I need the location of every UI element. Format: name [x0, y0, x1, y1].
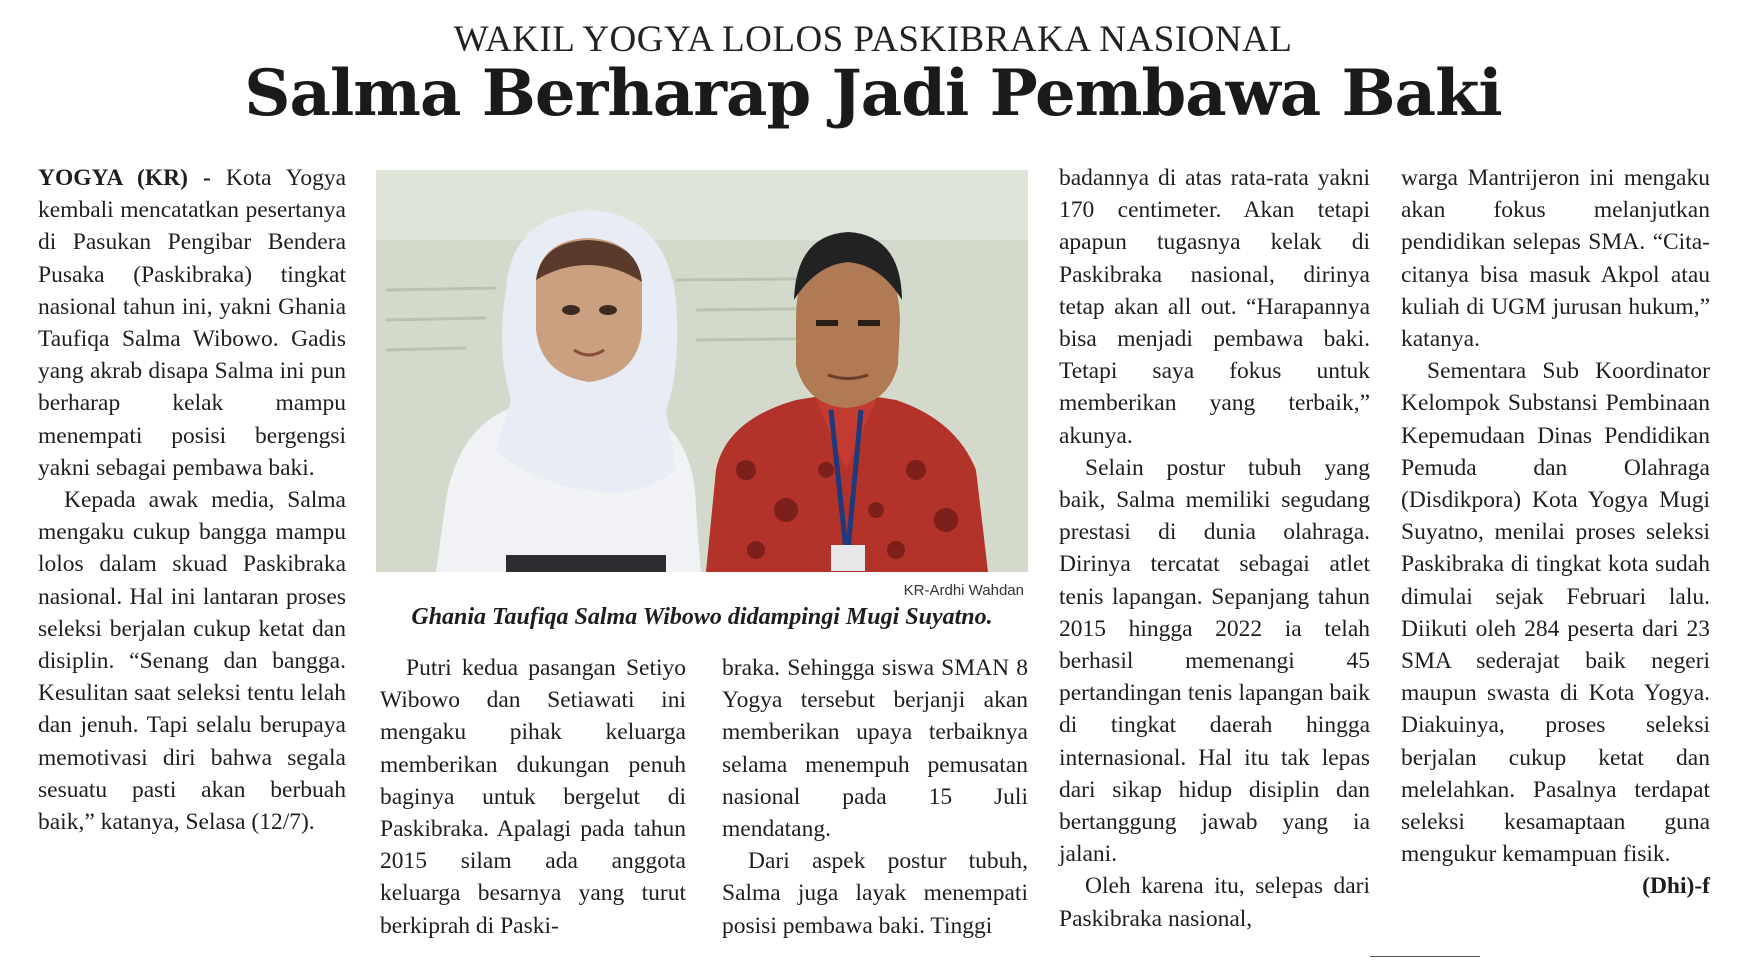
article-headline: Salma Berharap Jadi Pembawa Baki: [244, 56, 1502, 131]
body-column-3: [722, 652, 1028, 942]
paragraph: Selain postur tubuh yang baik, Salma memiliki segudang prestasi di dunia olahraga. Dirinya tercatat sebagai atlet tenis lapangan. Sepanjang tahun 2015 hingga 2022 ia telah berhasil memenangi 45 pertandingan tenis lapangan baik di tingkat daerah hingga internasional. Hal itu tak lepas dari sikap hidup disiplin dan bertanggung jawab yang ia jalani.: [1059, 454, 1370, 868]
dateline: YOGYA (KR) -: [38, 165, 211, 191]
photo-caption: Ghania Taufiqa Salma Wibowo didampingi Mugi Suyatno.: [411, 604, 993, 630]
body-column-5: [1401, 162, 1710, 903]
byline: (Dhi)-f: [1642, 873, 1710, 900]
photo-credit: KR-Ardhi Wahdan: [903, 582, 1024, 599]
body-column-1: [38, 162, 346, 838]
paragraph-text: Kota Yogya kembali mencatatkan pesertanya di Pasukan Pengibar Bendera Pusaka (Paskibraka) tingkat nasional tahun ini, yakni Ghania Taufiqa Salma Wibowo. Gadis yang akrab disapa Salma ini pun berharap kelak mampu menempati posisi bergengsi yakni sebagai pembawa baki.: [38, 165, 347, 481]
paragraph: Dari aspek postur tubuh, Salma juga layak menempati posisi pembawa baki. Tinggi: [722, 848, 1028, 939]
paragraph: warga Mantrijeron ini mengaku akan fokus melanjutkan pendidikan selepas SMA. “Cita-citanya bisa masuk Akpol atau kuliah di UGM jurusan hukum,” katanya.: [1401, 165, 1710, 353]
column-end-rule: [1370, 956, 1480, 957]
paragraph: Putri kedua pasangan Setiyo Wibowo dan Setiawati ini mengaku pihak keluarga memberikan dukungan penuh baginya untuk bergelut di Paskibraka. Apalagi pada tahun 2015 silam ada anggota keluarga besarnya yang turut berkiprah di Paski-: [380, 655, 686, 939]
body-column-2: [380, 652, 686, 942]
paragraph: braka. Sehingga siswa SMAN 8 Yogya tersebut berjanji akan memberikan upaya terbaiknya selama menempuh pemusatan nasional pada 15 Juli mendatang.: [722, 655, 1028, 843]
news-photo: [376, 170, 1028, 572]
paragraph: Sementara Sub Koordinator Kelompok Substansi Pembinaan Kepemudaan Dinas Pendidikan Pemuda dan Olahraga (Disdikpora) Kota Yogya Mugi Suyatno, menilai proses seleksi Paskibraka di tingkat kota sudah dimulai sejak Februari lalu. Diikuti oleh 284 peserta dari 23 SMA sederajat baik negeri maupun swasta di Kota Yogya. Diakuinya, proses seleksi berjalan cukup ketat dan melelahkan. Pasalnya terdapat seleksi kesamaptaan guna mengukur kemampuan fisik.: [1401, 358, 1710, 868]
photo-illustration: [376, 170, 1028, 572]
paragraph: [38, 162, 346, 484]
paragraph: badannya di atas rata-rata yakni 170 centimeter. Akan tetapi apapun tugasnya kelak di Paskibraka nasional, dirinya tetap akan all out. “Harapannya bisa menjadi pembawa baki. Tetapi saya fokus untuk memberikan yang terbaik,” akunya.: [1059, 165, 1370, 449]
paragraph: Kepada awak media, Salma mengaku cukup bangga mampu lolos dalam skuad Paskibraka nasional. Hal ini lantaran proses seleksi berjalan cukup ketat dan disiplin. “Senang dan bangga. Kesulitan saat seleksi tentu lelah dan jenuh. Tapi selalu berupaya memotivasi diri bahwa segala sesuatu pasti akan berbuah baik,” katanya, Selasa (12/7).: [38, 487, 346, 836]
body-column-4: [1059, 162, 1370, 935]
paragraph: Oleh karena itu, selepas dari Paskibraka nasional,: [1059, 873, 1370, 932]
article-kicker: WAKIL YOGYA LOLOS PASKIBRAKA NASIONAL: [453, 19, 1293, 60]
